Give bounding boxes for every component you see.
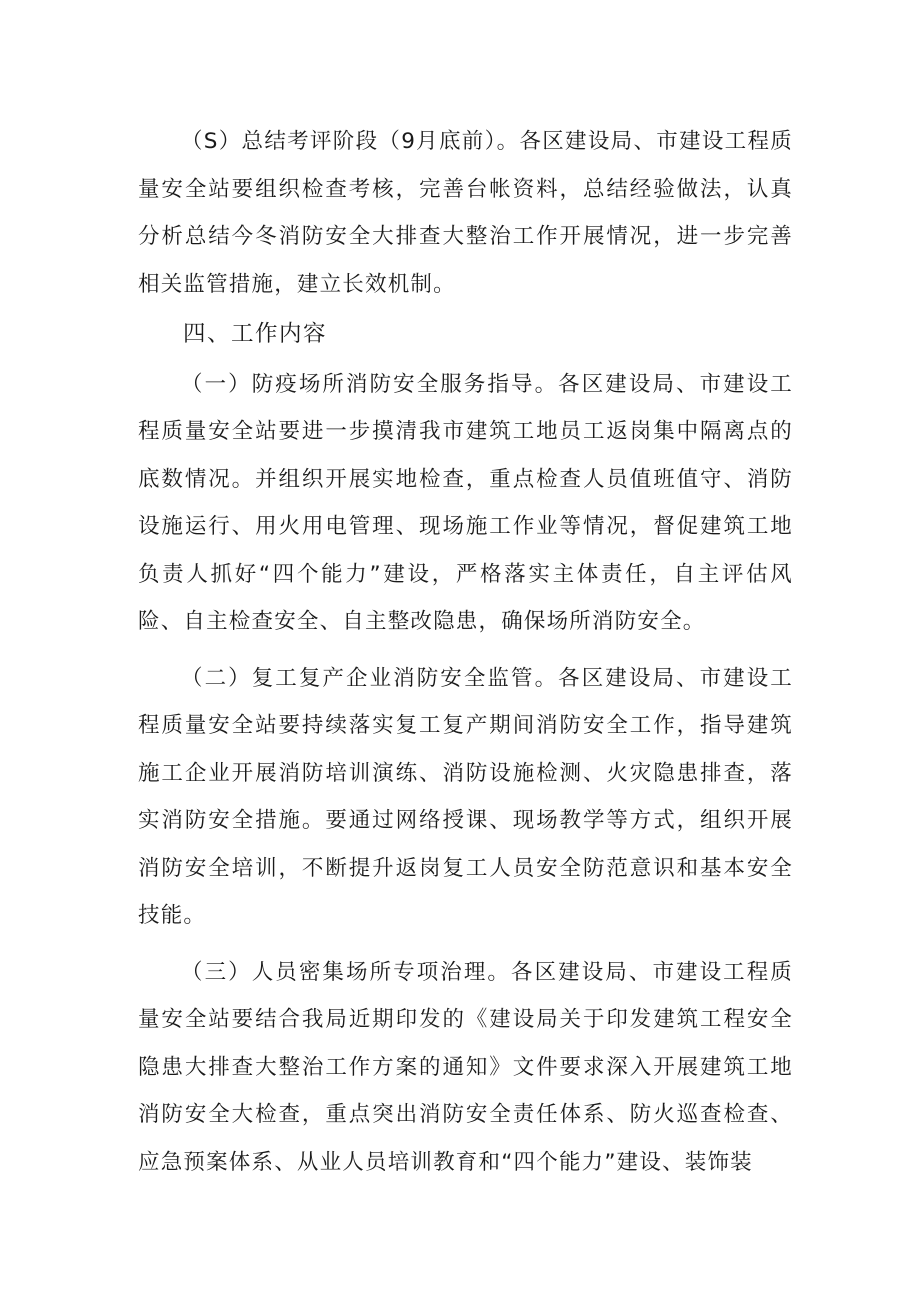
paragraph-item-3: （三）人员密集场所专项治理。各区建设局、市建设工程质量安全站要结合我局近期印发的《建设局关于印发建筑工程安全隐患大排查大整治工作方案的通知》文件要求深入开展建筑工地消防安全大检查，重点突出消防安全责任体系、防火巡查检查、应急预案体系、从业人员培训教育和“四个能力”建设、装饰装	[138, 959, 793, 1175]
paragraph-item-2: （二）复工复产企业消防安全监管。各区建设局、市建设工程质量安全站要持续落实复工复产期间消防安全工作，指导建筑施工企业开展消防培训演练、消防设施检测、火灾隐患排查，落实消防安全措施。要通过网络授课、现场教学等方式，组织开展消防安全培训，不断提升返岗复工人员安全防范意识和基本安全技能。	[138, 665, 793, 928]
document-body	[138, 118, 793, 1186]
section-heading-work-content: 四、工作内容	[183, 321, 328, 347]
paragraph-summary-stage: （S）总结考评阶段（9月底前）。各区建设局、市建设工程质量安全站要组织检查考核，完善台帐资料，总结经验做法，认真分析总结今冬消防安全大排查大整治工作开展情况，进一步完善相关监管措施，建立长效机制。	[138, 129, 793, 297]
paragraph-item-1: （一）防疫场所消防安全服务指导。各区建设局、市建设工程质量安全站要进一步摸清我市建筑工地员工返岗集中隔离点的底数情况。并组织开展实地检查，重点检查人员值班值守、消防设施运行、用火用电管理、现场施工作业等情况，督促建筑工地负责人抓好“四个能力”建设，严格落实主体责任，自主评估风险、自主检查安全、自主整改隐患，确保场所消防安全。	[138, 371, 793, 634]
